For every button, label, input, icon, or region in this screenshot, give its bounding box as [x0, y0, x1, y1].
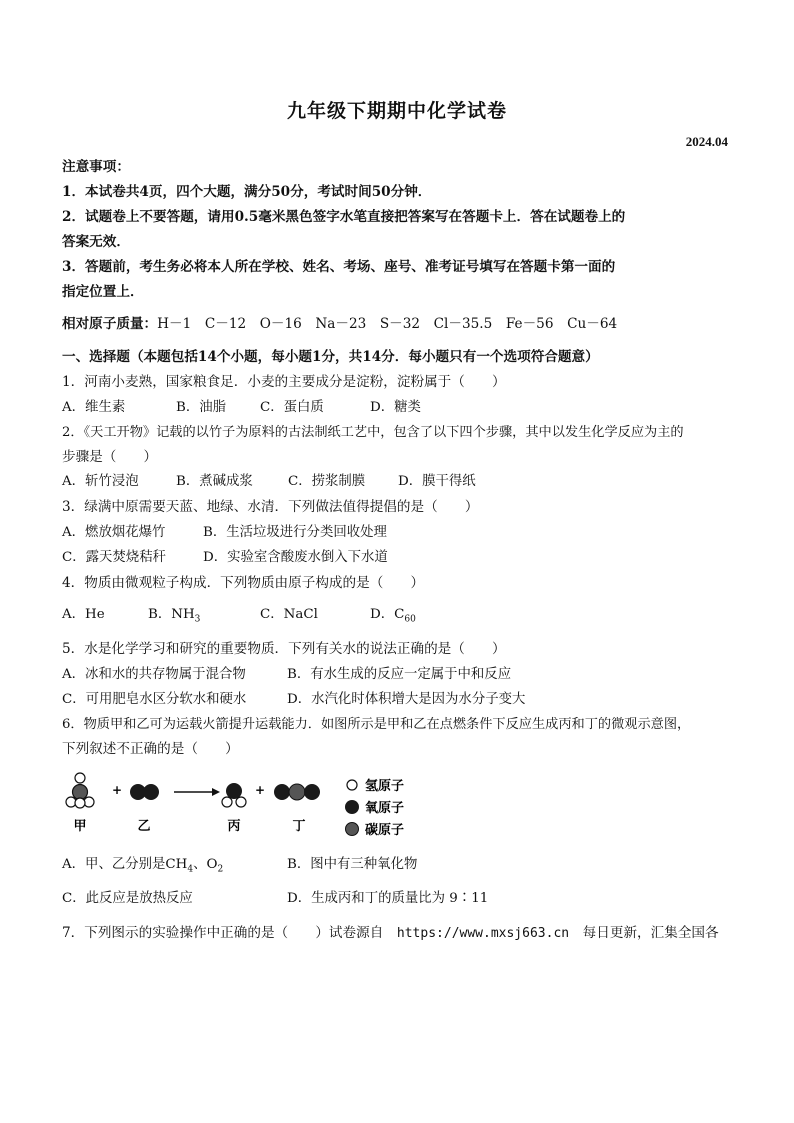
label-bing: 丙 [227, 819, 241, 834]
legend-oxygen-icon [345, 800, 359, 814]
hydrogen-atom [222, 797, 232, 807]
source-url[interactable]: https://www.mxsj663.cn [396, 926, 570, 941]
q4-option-a: A．He [62, 607, 105, 622]
q2-option-c: C．捞浆制膜 [288, 474, 366, 489]
q1-option-d: D．糖类 [370, 400, 421, 415]
plus-sign-1: + [112, 783, 123, 797]
molecule-jia [66, 773, 94, 808]
q6-option-d: D．生成丙和丁的质量比为 9∶11 [287, 891, 489, 906]
question-2-stem: 2．《天工开物》记载的以竹子为原料的古法制纸工艺中，包含了以下四个步骤，其中以发生化学反应为主的 [62, 425, 684, 440]
oxygen-atom [143, 784, 159, 800]
q1-option-a: A．维生素 [62, 400, 126, 415]
q5-option-b: B．有水生成的反应一定属于中和反应 [287, 667, 512, 682]
q6-option-c: C．此反应是放热反应 [62, 891, 193, 906]
notice-item-2: 2．试题卷上不要答题，请用0.5毫米黑色签字水笔直接把答案写在答题卡上．答在试题卷上的 [62, 209, 626, 225]
atomic-mass-line [62, 315, 617, 333]
q2-option-a: A．斩竹浸泡 [62, 474, 139, 489]
q3-option-d: D．实验室含酸废水倒入下水道 [203, 550, 388, 565]
question-7-stem: 7．下列图示的实验操作中正确的是（ ）试卷源自 https://www.mxsj663.cn 每日更新，汇集全国各 [62, 925, 719, 941]
q3-option-c: C．露天焚烧秸秆 [62, 550, 166, 565]
exam-date: 2024.04 [685, 134, 728, 149]
oxygen-atom [274, 784, 290, 800]
reaction-arrow [174, 788, 220, 796]
q2-option-d: D．膜干得纸 [398, 474, 476, 489]
notice-item-1: 1．本试卷共4页，四个大题，满分50分，考试时间50分钟． [62, 184, 432, 200]
hydrogen-atom [75, 798, 85, 808]
label-jia: 甲 [73, 819, 87, 834]
question-4-stem: 4．物质由微观粒子构成．下列物质由原子构成的是（ ） [62, 575, 425, 591]
q5-option-a: A．冰和水的共存物属于混合物 [62, 667, 246, 682]
question-2-stem-cont: 步骤是（ ） [62, 449, 158, 465]
question-6-stem-cont: 下列叙述不正确的是（ ） [62, 741, 239, 757]
question-3-stem: 3．绿满中原需要天蓝、地绿、水清．下列做法值得提倡的是（ ） [62, 499, 479, 515]
q6-option-a: A．甲、乙分别是$CH_4$、$O_2$ [62, 857, 224, 875]
reaction-diagram [62, 770, 432, 840]
q4-option-b: B．$NH_3$ [148, 607, 201, 625]
molecule-ding [274, 784, 320, 800]
atomic-mass-label: 相对原子质量： [62, 316, 158, 332]
label-yi: 乙 [137, 819, 151, 834]
q4-option-c: C．NaCl [260, 607, 318, 622]
legend-oxygen: 氧原子 [365, 801, 405, 816]
legend-carbon: 碳原子 [365, 823, 405, 838]
molecule-bing [222, 783, 246, 807]
hydrogen-atom [236, 797, 246, 807]
question-6-stem: 6．物质甲和乙可为运载火箭提升运载能力．如图所示是甲和乙在点燃条件下反应生成丙和丁的微观示意图， [62, 717, 691, 732]
q5-option-c: C．可用肥皂水区分软水和硬水 [62, 692, 247, 707]
section-heading: 一、选择题（本题包括14个小题，每小题1分，共14分．每小题只有一个选项符合题意） [62, 349, 599, 365]
question-5-stem: 5．水是化学学习和研究的重要物质．下列有关水的说法正确的是（ ） [62, 641, 506, 657]
hydrogen-atom [75, 773, 85, 783]
notice-item-2-cont: 答案无效． [62, 234, 130, 250]
label-ding: 丁 [292, 819, 306, 834]
q3-option-b: B．生活垃圾进行分类回收处理 [203, 525, 387, 540]
carbon-atom [289, 784, 305, 800]
notice-heading: 注意事项： [62, 159, 130, 175]
legend-carbon-icon [346, 823, 359, 836]
q3-option-a: A．燃放烟花爆竹 [62, 525, 166, 540]
q4-option-d: D．$C_{60}$ [370, 607, 416, 625]
notice-item-3: 3．答题前，考生务必将本人所在学校、姓名、考场、座号、准考证号填写在答题卡第一面的 [62, 259, 616, 275]
question-1-stem: 1．河南小麦熟，国家粮食足．小麦的主要成分是淀粉，淀粉属于（ ） [62, 374, 506, 390]
oxygen-atom [304, 784, 320, 800]
q6-option-b: B．图中有三种氧化物 [287, 857, 418, 872]
legend-hydrogen: 氢原子 [365, 779, 405, 794]
carbon-atom [73, 785, 88, 800]
plus-sign-2: + [255, 783, 266, 797]
atomic-mass-values: H－1 C－12 O－16 Na－23 S－32 Cl－35.5 Fe－56 Cu－64 [157, 316, 618, 332]
legend-hydrogen-icon [347, 780, 357, 790]
q1-option-c: C．蛋白质 [260, 400, 324, 415]
q2-option-b: B．煮碱成浆 [176, 474, 253, 489]
page-title: 九年级下期期中化学试卷 [286, 100, 507, 122]
notice-item-3-cont: 指定位置上． [62, 284, 144, 300]
molecule-yi [130, 784, 159, 800]
q1-option-b: B．油脂 [176, 400, 227, 415]
q5-option-d: D．水汽化时体积增大是因为水分子变大 [287, 692, 526, 707]
